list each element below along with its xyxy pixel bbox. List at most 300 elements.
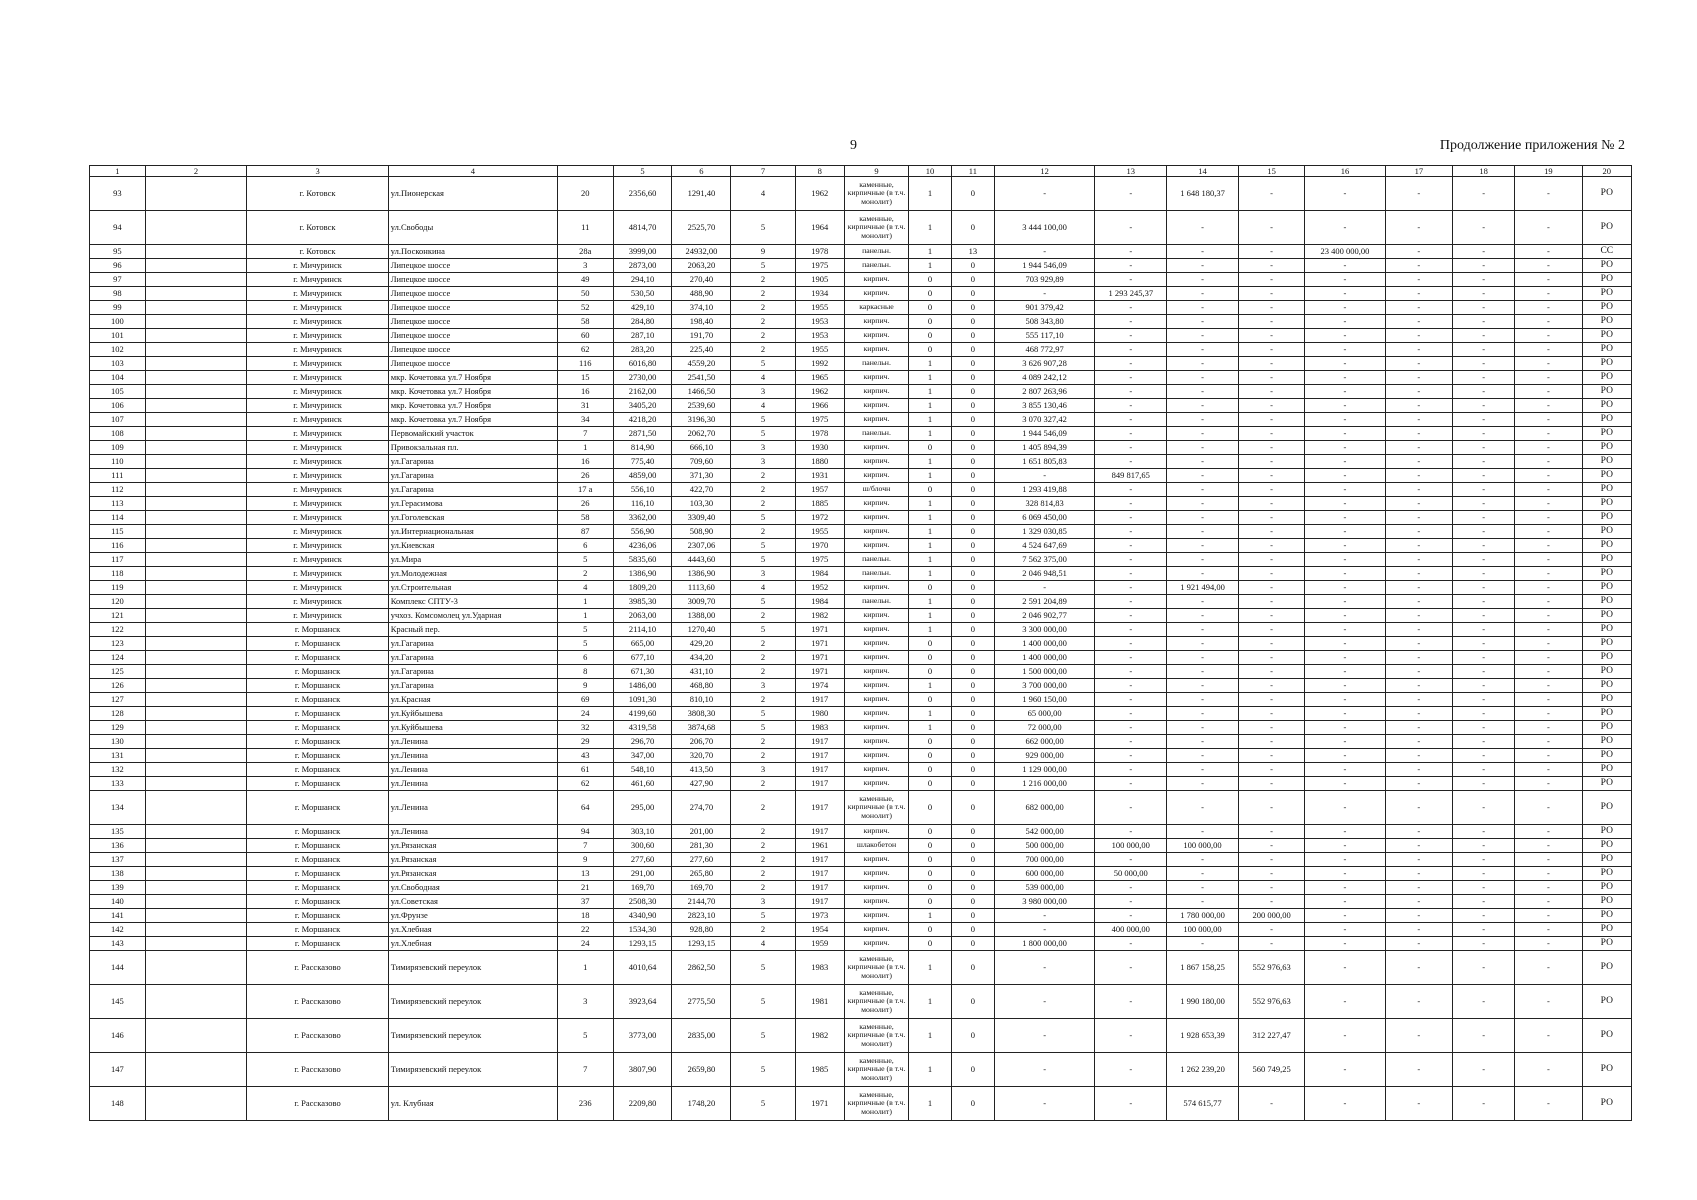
table-cell: 9 [731,245,795,259]
table-cell: 24 [557,707,613,721]
table-cell: - [1515,853,1582,867]
table-cell: - [1167,427,1239,441]
table-cell: 347,00 [613,749,672,763]
table-cell: - [1305,497,1385,511]
table-cell: г. Моршанск [247,791,388,825]
table-cell: - [1385,273,1452,287]
table-cell: 2 [731,693,795,707]
table-cell: - [1095,211,1167,245]
table-cell: 3 [731,567,795,581]
table-cell: 3009,70 [672,595,731,609]
table-cell: - [1385,679,1452,693]
table-cell: 5 [731,511,795,525]
table-cell: 200 000,00 [1238,909,1304,923]
table-cell: 431,10 [672,665,731,679]
table-cell: ул.Посконкина [388,245,557,259]
table-cell: кирпич. [844,721,908,735]
table-cell: г. Мичуринск [247,581,388,595]
table-cell: 20 [557,177,613,211]
table-cell: г. Моршанск [247,777,388,791]
table-cell: 52 [557,301,613,315]
table-cell: 2871,50 [613,427,672,441]
table-row [90,441,1632,455]
table-cell: 3999,00 [613,245,672,259]
table-cell: 1 [557,441,613,455]
table-cell: - [1453,595,1515,609]
table-cell [145,259,247,273]
table-cell: 58 [557,315,613,329]
table-cell: - [1238,853,1304,867]
column-number: 15 [1238,166,1304,177]
table-cell [145,329,247,343]
table-cell: - [1305,985,1385,1019]
table-cell: 320,70 [672,749,731,763]
table-row [90,721,1632,735]
table-cell [145,665,247,679]
table-cell: Первомайский участок [388,427,557,441]
table-row [90,211,1632,245]
table-row [90,679,1632,693]
table-cell [145,1087,247,1121]
table-cell: 5 [557,553,613,567]
table-cell: 0 [951,273,994,287]
table-cell: кирпич. [844,881,908,895]
table-cell: - [1305,1053,1385,1087]
table-cell: ул.Красная [388,693,557,707]
table-cell: - [1238,315,1304,329]
table-cell: ул.Гагарина [388,665,557,679]
table-cell: 1 944 546,09 [994,427,1095,441]
column-number: 17 [1385,166,1452,177]
table-cell: 1978 [795,427,844,441]
table-cell: - [1095,581,1167,595]
table-row [90,623,1632,637]
table-cell [145,273,247,287]
table-cell [145,609,247,623]
table-cell: г. Рассказово [247,1087,388,1121]
table-cell: - [1167,245,1239,259]
table-cell: РО [1582,909,1631,923]
table-cell: 1975 [795,259,844,273]
table-cell: - [1515,315,1582,329]
table-cell: - [1385,581,1452,595]
table-cell: 0 [951,609,994,623]
table-row [90,497,1632,511]
table-cell: 0 [951,357,994,371]
table-cell: - [1385,721,1452,735]
table-cell: - [1385,455,1452,469]
table-cell [145,867,247,881]
table-cell: г. Мичуринск [247,595,388,609]
table-cell: - [1238,651,1304,665]
table-cell: - [1453,623,1515,637]
table-cell: 1955 [795,301,844,315]
table-cell: - [1515,1053,1582,1087]
table-cell: - [1453,399,1515,413]
table-cell: 1955 [795,343,844,357]
table-cell: - [994,581,1095,595]
table-cell: 1959 [795,937,844,951]
table-cell: 7 562 375,00 [994,553,1095,567]
table-cell: 1917 [795,777,844,791]
table-cell: 145 [90,985,146,1019]
table-cell: 4010,64 [613,951,672,985]
table-cell: РО [1582,1087,1631,1121]
table-cell: 427,90 [672,777,731,791]
table-cell: г. Моршанск [247,637,388,651]
table-cell: - [1385,511,1452,525]
table-cell: 2 [731,651,795,665]
table-cell: ул.Свободная [388,881,557,895]
table-cell: - [994,245,1095,259]
table-cell: - [1238,211,1304,245]
table-cell: 123 [90,637,146,651]
table-cell: кирпич. [844,609,908,623]
table-cell: - [1453,413,1515,427]
table-cell: кирпич. [844,273,908,287]
table-cell: 5 [731,909,795,923]
table-cell: 58 [557,511,613,525]
table-cell: 1955 [795,525,844,539]
table-cell: 1 990 180,00 [1167,985,1239,1019]
table-cell [145,595,247,609]
table-cell: - [1167,259,1239,273]
table-cell: 0 [909,301,952,315]
table-cell: 100 [90,315,146,329]
table-cell: - [1305,441,1385,455]
table-row [90,343,1632,357]
table-cell: - [1095,455,1167,469]
table-cell: РО [1582,441,1631,455]
table-cell: - [1167,371,1239,385]
table-cell [145,427,247,441]
table-cell: 1 [909,1053,952,1087]
table-cell: - [1515,985,1582,1019]
table-cell: РО [1582,1053,1631,1087]
table-cell: 2873,00 [613,259,672,273]
table-cell: - [1515,413,1582,427]
table-cell: Комплекс СПТУ-3 [388,595,557,609]
table-cell: - [1238,385,1304,399]
table-cell: - [1515,923,1582,937]
table-cell: - [994,909,1095,923]
table-cell: г. Моршанск [247,735,388,749]
table-cell: мкр. Кочетовка ул.7 Ноября [388,385,557,399]
table-row [90,909,1632,923]
table-cell: 1 262 239,20 [1167,1053,1239,1087]
table-cell: 3 [731,441,795,455]
table-cell: 1962 [795,385,844,399]
table-cell: 1 780 000,00 [1167,909,1239,923]
table-cell: 4236,06 [613,539,672,553]
table-cell: 191,70 [672,329,731,343]
table-cell: - [1238,637,1304,651]
column-number: 1 [90,166,146,177]
table-cell: - [1305,315,1385,329]
table-cell: - [1515,511,1582,525]
table-cell: - [1453,951,1515,985]
table-cell: 548,10 [613,763,672,777]
table-cell: - [1385,651,1452,665]
table-cell: - [1238,469,1304,483]
table-cell: - [1167,511,1239,525]
table-cell: кирпич. [844,469,908,483]
table-cell: - [1167,273,1239,287]
table-cell [145,985,247,1019]
table-cell: 0 [909,867,952,881]
table-cell: г. Котовск [247,211,388,245]
table-cell: - [1385,177,1452,211]
table-cell: - [1238,895,1304,909]
table-cell: - [1167,413,1239,427]
table-cell [145,301,247,315]
table-cell: 2 [731,867,795,881]
table-cell: 2823,10 [672,909,731,923]
table-cell: - [1305,951,1385,985]
table-cell: 1 921 494,00 [1167,581,1239,595]
table-cell: 1091,30 [613,693,672,707]
table-cell: панельн. [844,357,908,371]
table-cell: 115 [90,525,146,539]
table-cell: кирпич. [844,749,908,763]
table-cell: 2 [731,343,795,357]
table-cell: 3196,30 [672,413,731,427]
table-cell: г. Моршанск [247,749,388,763]
table-cell: 117 [90,553,146,567]
table-cell: - [1095,951,1167,985]
table-cell: 122 [90,623,146,637]
table-cell: г. Мичуринск [247,539,388,553]
table-cell: - [1385,923,1452,937]
table-cell: - [1095,259,1167,273]
table-cell: 2162,00 [613,385,672,399]
table-row [90,637,1632,651]
table-cell: мкр. Кочетовка ул.7 Ноября [388,399,557,413]
column-number: 20 [1582,166,1631,177]
table-cell: 148 [90,1087,146,1121]
table-cell: - [1095,763,1167,777]
table-row [90,937,1632,951]
table-cell [145,343,247,357]
table-cell: - [1385,371,1452,385]
table-cell: - [1238,825,1304,839]
table-cell: 0 [909,287,952,301]
table-cell: 677,10 [613,651,672,665]
table-cell: - [1305,385,1385,399]
column-number: 7 [731,166,795,177]
table-cell [145,287,247,301]
table-cell: ул.Гоголевская [388,511,557,525]
table-cell: РО [1582,735,1631,749]
table-cell: - [1305,679,1385,693]
table-cell: ул.Интернациональная [388,525,557,539]
table-cell: - [1305,839,1385,853]
table-cell: 1992 [795,357,844,371]
table-cell: 5 [731,539,795,553]
table-cell: РО [1582,951,1631,985]
table-cell: - [994,951,1095,985]
table-cell: - [1095,637,1167,651]
table-cell: - [1305,343,1385,357]
table-cell: 5 [731,623,795,637]
table-cell: 0 [951,839,994,853]
table-cell: - [1238,665,1304,679]
table-cell: панельн. [844,595,908,609]
table-cell: - [1453,301,1515,315]
table-cell: - [1385,595,1452,609]
table-cell: - [1385,427,1452,441]
table-cell: 18 [557,909,613,923]
table-cell: 2 [731,825,795,839]
table-cell: кирпич. [844,909,908,923]
table-cell: 429,20 [672,637,731,651]
table-cell: 0 [951,749,994,763]
table-cell: - [1095,567,1167,581]
table-cell: 125 [90,665,146,679]
table-cell: 2 [731,469,795,483]
table-cell: 3 626 907,28 [994,357,1095,371]
table-cell: 0 [951,371,994,385]
table-cell: Липецкое шоссе [388,259,557,273]
table-cell: - [1167,623,1239,637]
table-row [90,371,1632,385]
table-cell: 400 000,00 [1095,923,1167,937]
table-cell: - [1385,1053,1452,1087]
table-cell: 60 [557,329,613,343]
table-cell: 1 [909,1019,952,1053]
table-cell: 294,10 [613,273,672,287]
table-cell: Красный пер. [388,623,557,637]
table-cell: - [1385,245,1452,259]
table-cell: - [1305,791,1385,825]
table-cell: 265,80 [672,867,731,881]
table-cell: 3807,90 [613,1053,672,1087]
table-cell: - [1453,177,1515,211]
table-cell: РО [1582,749,1631,763]
table-cell: - [1453,825,1515,839]
table-cell [145,539,247,553]
table-cell: 4814,70 [613,211,672,245]
table-cell: - [1385,693,1452,707]
table-cell: - [1305,735,1385,749]
table-cell: каменные, кирпичные (в т.ч. монолит) [844,1053,908,1087]
table-cell: - [1167,665,1239,679]
table-row [90,853,1632,867]
table-row [90,985,1632,1019]
table-cell: - [1238,441,1304,455]
table-cell: - [1095,427,1167,441]
table-cell: 2 [731,791,795,825]
table-cell: - [1238,595,1304,609]
table-cell [145,721,247,735]
table-cell: - [1305,881,1385,895]
table-cell: - [1167,825,1239,839]
column-number: 4 [388,166,557,177]
table-cell: г. Мичуринск [247,287,388,301]
table-cell: 662 000,00 [994,735,1095,749]
table-cell [145,651,247,665]
table-cell: - [1515,693,1582,707]
table-cell: - [1305,637,1385,651]
table-cell: - [1167,455,1239,469]
table-cell: - [1167,895,1239,909]
table-cell: 0 [951,287,994,301]
table-cell: - [1515,623,1582,637]
table-cell: 26 [557,469,613,483]
table-cell: 2063,20 [672,259,731,273]
table-cell: Тимирязевский переулок [388,951,557,985]
table-cell: 4199,60 [613,707,672,721]
table-cell: - [994,985,1095,1019]
table-cell: 328 814,83 [994,497,1095,511]
continuation-label: Продолжение приложения № 2 [1439,138,1625,153]
table-cell: - [1385,735,1452,749]
table-cell: 3923,64 [613,985,672,1019]
table-row [90,455,1632,469]
table-cell: - [1238,511,1304,525]
table-cell: 287,10 [613,329,672,343]
table-cell: 2209,80 [613,1087,672,1121]
table-cell: - [1515,1087,1582,1121]
table-cell: ул.Молодежная [388,567,557,581]
table-cell: - [1167,525,1239,539]
table-cell: 500 000,00 [994,839,1095,853]
table-cell: 295,00 [613,791,672,825]
table-cell: - [1238,259,1304,273]
table-cell: 147 [90,1053,146,1087]
table-cell: 1982 [795,1019,844,1053]
table-row [90,881,1632,895]
table-cell: - [1095,273,1167,287]
table-row [90,707,1632,721]
table-cell: 135 [90,825,146,839]
table-cell: 2541,50 [672,371,731,385]
table-cell: РО [1582,511,1631,525]
table-cell: СС [1582,245,1631,259]
table-cell: РО [1582,763,1631,777]
table-cell: 4 [731,581,795,595]
table-cell: 1 928 653,39 [1167,1019,1239,1053]
table-cell [145,357,247,371]
table-cell: кирпич. [844,497,908,511]
table-cell: - [1385,637,1452,651]
table-cell: 2 [731,923,795,937]
table-cell: 0 [951,707,994,721]
table-cell: - [1167,721,1239,735]
table-cell: ул.Куйбышева [388,707,557,721]
table-cell: - [1385,909,1452,923]
table-cell: 31 [557,399,613,413]
table-cell: 1917 [795,881,844,895]
table-cell: - [1453,985,1515,1019]
table-cell: 1 [909,525,952,539]
table-cell: 2 [731,665,795,679]
table-cell: 1 [909,539,952,553]
table-cell: - [1515,679,1582,693]
table-cell: 1386,90 [613,567,672,581]
table-cell: - [1167,399,1239,413]
table-cell: - [1305,853,1385,867]
table-cell: 0 [951,665,994,679]
table-cell: 3808,30 [672,707,731,721]
table-row [90,609,1632,623]
table-cell: 1 400 000,00 [994,651,1095,665]
table-cell: 2 [731,853,795,867]
table-cell: 1971 [795,651,844,665]
table-cell: 1 [909,609,952,623]
table-cell: - [1238,329,1304,343]
table-cell: 1 [909,259,952,273]
